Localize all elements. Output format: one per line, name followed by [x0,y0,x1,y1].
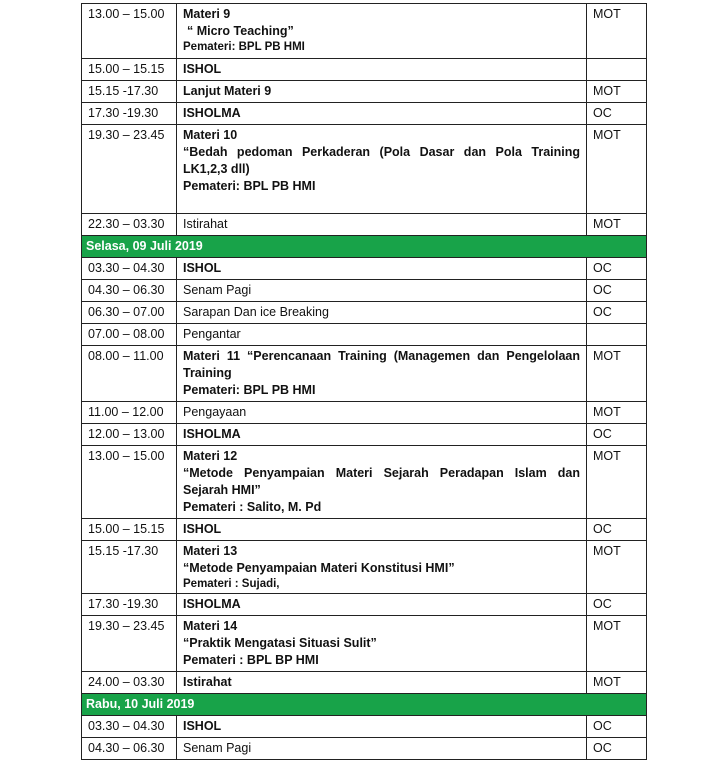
activity-subtitle: “Bedah pedoman Perkaderan (Pola Dasar dan Pola Training LK1,2,3 dll) [183,145,580,176]
time-cell: 06.30 – 07.00 [82,302,177,324]
activity-cell [177,346,587,402]
table-row [82,81,647,103]
activity-speaker: Pemateri: BPL PB HMI [183,383,316,397]
activity-cell [177,280,587,302]
table-row [82,672,647,694]
activity-cell [177,672,587,694]
ket-cell: MOT [587,541,647,594]
table-row [82,59,647,81]
activity-cell [177,258,587,280]
activity-speaker: Pemateri : Sujadi, [183,578,280,590]
ket-cell: OC [587,280,647,302]
time-cell: 19.30 – 23.45 [82,616,177,672]
activity-cell [177,446,587,519]
activity-title: Materi 10 [183,128,238,142]
table-row [82,541,647,594]
activity-cell [177,519,587,541]
time-cell: 03.30 – 04.30 [82,258,177,280]
activity-title: Pengantar [183,327,241,341]
activity-speaker: Pemateri: BPL PB HMI [183,179,316,193]
time-cell: 13.00 – 15.00 [82,4,177,59]
table-row [82,716,647,738]
table-row [82,446,647,519]
activity-title: Materi 14 [183,619,238,633]
table-row [82,346,647,402]
time-cell: 08.00 – 11.00 [82,346,177,402]
activity-cell [177,214,587,236]
table-row [82,738,647,760]
activity-subtitle: “Metode Penyampaian Materi Sejarah Peradapan Islam dan Sejarah HMI” [183,466,580,497]
activity-cell [177,716,587,738]
table-row [82,125,647,214]
table-row [82,424,647,446]
activity-cell [177,125,587,214]
activity-title: ISHOL [183,261,222,275]
activity-title: Materi 11 “Perencanaan Training (Managemen dan Pengelolaan Training [183,349,580,380]
time-cell: 15.00 – 15.15 [82,519,177,541]
day-header: Selasa, 09 Juli 2019 [82,236,647,258]
ket-cell: OC [587,302,647,324]
activity-subtitle: “Metode Penyampaian Materi Konstitusi HMI” [183,561,455,575]
time-cell: 13.00 – 15.00 [82,446,177,519]
activity-title: ISHOLMA [183,597,241,611]
ket-cell: MOT [587,81,647,103]
ket-cell: MOT [587,346,647,402]
activity-cell [177,424,587,446]
time-cell: 19.30 – 23.45 [82,125,177,214]
activity-title: Pengayaan [183,405,247,419]
activity-title: ISHOLMA [183,106,241,120]
ket-cell: OC [587,594,647,616]
time-cell: 17.30 -19.30 [82,103,177,125]
ket-cell: OC [587,103,647,125]
table-row [82,214,647,236]
day-header: Rabu, 10 Juli 2019 [82,694,647,716]
ket-cell [587,324,647,346]
ket-cell: OC [587,716,647,738]
time-cell: 17.30 -19.30 [82,594,177,616]
activity-cell [177,402,587,424]
activity-cell [177,594,587,616]
activity-title: ISHOLMA [183,427,241,441]
table-row [82,594,647,616]
activity-speaker: Pemateri : Salito, M. Pd [183,500,322,514]
activity-speaker: Pemateri: BPL PB HMI [183,41,305,53]
activity-title: Senam Pagi [183,283,252,297]
time-cell: 24.00 – 03.30 [82,672,177,694]
activity-title: Materi 13 [183,544,238,558]
activity-title: Istirahat [183,675,232,689]
activity-title: Istirahat [183,217,228,231]
table-row [82,402,647,424]
schedule-table [81,3,647,760]
ket-cell: MOT [587,4,647,59]
day-header-row [82,694,647,716]
ket-cell: MOT [587,402,647,424]
time-cell: 11.00 – 12.00 [82,402,177,424]
activity-cell [177,4,587,59]
activity-cell [177,616,587,672]
time-cell: 07.00 – 08.00 [82,324,177,346]
ket-cell: OC [587,738,647,760]
table-row [82,616,647,672]
activity-title: Materi 12 [183,449,238,463]
table-row [82,4,647,59]
time-cell: 04.30 – 06.30 [82,738,177,760]
activity-cell [177,302,587,324]
activity-title: Lanjut Materi 9 [183,84,272,98]
table-row [82,258,647,280]
ket-cell: MOT [587,616,647,672]
activity-title: ISHOL [183,62,222,76]
time-cell: 15.15 -17.30 [82,81,177,103]
ket-cell [587,59,647,81]
table-row [82,324,647,346]
table-row [82,280,647,302]
ket-cell: OC [587,258,647,280]
table-row [82,302,647,324]
table-row [82,103,647,125]
activity-title: Senam Pagi [183,741,252,755]
activity-cell [177,81,587,103]
ket-cell: MOT [587,446,647,519]
ket-cell: OC [587,424,647,446]
ket-cell: MOT [587,672,647,694]
activity-cell [177,541,587,594]
activity-cell [177,324,587,346]
activity-title: ISHOL [183,522,222,536]
table-row [82,519,647,541]
time-cell: 15.15 -17.30 [82,541,177,594]
time-cell: 15.00 – 15.15 [82,59,177,81]
time-cell: 03.30 – 04.30 [82,716,177,738]
activity-title: ISHOL [183,719,222,733]
activity-title: Sarapan Dan ice Breaking [183,305,329,319]
time-cell: 22.30 – 03.30 [82,214,177,236]
activity-title: Materi 9 [183,7,231,21]
activity-subtitle: “ Micro Teaching” [187,24,294,38]
activity-cell [177,738,587,760]
activity-speaker: Pemateri : BPL BP HMI [183,653,319,667]
activity-cell [177,103,587,125]
time-cell: 12.00 – 13.00 [82,424,177,446]
ket-cell: MOT [587,125,647,214]
time-cell: 04.30 – 06.30 [82,280,177,302]
ket-cell: MOT [587,214,647,236]
activity-cell [177,59,587,81]
activity-subtitle: “Praktik Mengatasi Situasi Sulit” [183,636,377,650]
ket-cell: OC [587,519,647,541]
day-header-row [82,236,647,258]
